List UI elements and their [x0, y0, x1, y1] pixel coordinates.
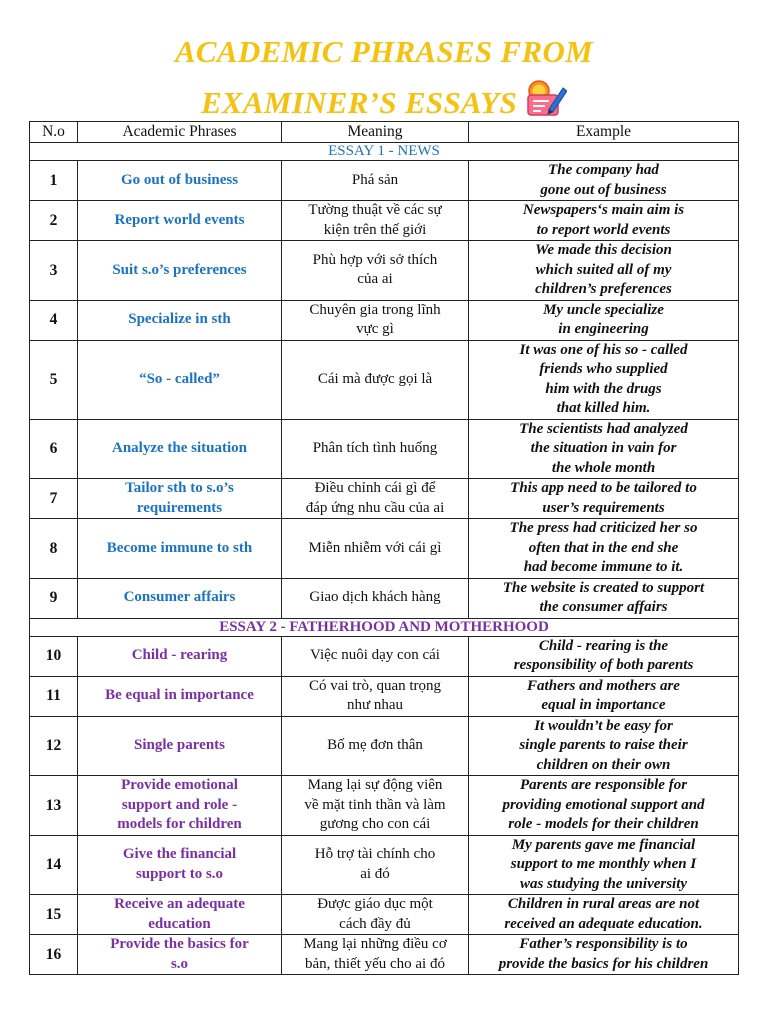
section-header-row [30, 143, 739, 161]
table-row [30, 676, 739, 716]
row-number: 9 [30, 578, 78, 618]
phrase-meaning: Mang lại sự động viên về mặt tinh thần và làm gương cho con cái [282, 776, 469, 836]
section-title: ESSAY 2 - FATHERHOOD AND MOTHERHOOD [30, 618, 739, 636]
academic-phrase: Tailor sth to s.o’s requirements [78, 479, 282, 519]
table-row [30, 935, 739, 975]
section-title: ESSAY 1 - NEWS [30, 143, 739, 161]
academic-phrase: Single parents [78, 716, 282, 776]
row-number: 10 [30, 636, 78, 676]
academic-phrase: Be equal in importance [78, 676, 282, 716]
row-number: 6 [30, 419, 78, 479]
table-row [30, 300, 739, 340]
row-number: 7 [30, 479, 78, 519]
table-row [30, 241, 739, 301]
row-number: 8 [30, 519, 78, 579]
row-number: 13 [30, 776, 78, 836]
page-title-line-1: ACADEMIC PHRASES FROM [174, 34, 594, 69]
phrase-example: It was one of his so - called friends who supplied him with the drugs that killed him. [469, 340, 739, 419]
phrase-example: Child - rearing is the responsibility of both parents [469, 636, 739, 676]
certificate-pen-icon [523, 78, 567, 126]
academic-phrase: Provide emotional support and role - models for children [78, 776, 282, 836]
table-row [30, 716, 739, 776]
phrase-meaning: Phá sản [282, 161, 469, 201]
row-number: 2 [30, 201, 78, 241]
phrase-example: This app need to be tailored to user’s requirements [469, 479, 739, 519]
header-phrase: Academic Phrases [78, 122, 282, 143]
academic-phrase: Analyze the situation [78, 419, 282, 479]
academic-phrase: Suit s.o’s preferences [78, 241, 282, 301]
phrase-meaning: Tường thuật về các sự kiện trên thế giới [282, 201, 469, 241]
phrase-meaning: Phân tích tình huống [282, 419, 469, 479]
phrase-example: The company had gone out of business [469, 161, 739, 201]
table-row [30, 340, 739, 419]
phrase-meaning: Hỗ trợ tài chính cho ai đó [282, 835, 469, 895]
phrase-example: Fathers and mothers are equal in importance [469, 676, 739, 716]
academic-phrase: Report world events [78, 201, 282, 241]
row-number: 3 [30, 241, 78, 301]
phrase-meaning: Bố mẹ đơn thân [282, 716, 469, 776]
row-number: 15 [30, 895, 78, 935]
row-number: 1 [30, 161, 78, 201]
phrase-example: Parents are responsible for providing emotional support and role - models for their children [469, 776, 739, 836]
table-row [30, 776, 739, 836]
page-title-line-2-text: EXAMINER’S ESSAYS [200, 85, 518, 121]
phrase-meaning: Chuyên gia trong lĩnh vực gì [282, 300, 469, 340]
academic-phrase: Provide the basics for s.o [78, 935, 282, 975]
row-number: 5 [30, 340, 78, 419]
academic-phrase: Receive an adequate education [78, 895, 282, 935]
phrases-table [29, 121, 739, 975]
phrase-meaning: Mang lại những điều cơ bản, thiết yếu cho ai đó [282, 935, 469, 975]
academic-phrase: Go out of business [78, 161, 282, 201]
phrase-example: Newspapers‘s main aim is to report world events [469, 201, 739, 241]
row-number: 16 [30, 935, 78, 975]
academic-phrase: Consumer affairs [78, 578, 282, 618]
phrase-meaning: Có vai trò, quan trọng như nhau [282, 676, 469, 716]
phrase-meaning: Miễn nhiễm với cái gì [282, 519, 469, 579]
phrase-meaning: Giao dịch khách hàng [282, 578, 469, 618]
academic-phrase: Child - rearing [78, 636, 282, 676]
phrase-example: My uncle specialize in engineering [469, 300, 739, 340]
section-header-row [30, 618, 739, 636]
table-row [30, 479, 739, 519]
academic-phrase: “So - called” [78, 340, 282, 419]
academic-phrase: Give the financial support to s.o [78, 835, 282, 895]
header-meaning: Meaning [282, 122, 469, 143]
phrase-example: We made this decision which suited all of my children’s preferences [469, 241, 739, 301]
header-example: Example [469, 122, 739, 143]
phrase-meaning: Được giáo dục một cách đầy đủ [282, 895, 469, 935]
phrase-example: Father’s responsibility is to provide the basics for his children [469, 935, 739, 975]
table-row [30, 161, 739, 201]
row-number: 4 [30, 300, 78, 340]
phrase-meaning: Cái mà được gọi là [282, 340, 469, 419]
table-row [30, 201, 739, 241]
table-row [30, 578, 739, 618]
phrase-example: My parents gave me financial support to me monthly when I was studying the university [469, 835, 739, 895]
table-row [30, 419, 739, 479]
phrase-example: It wouldn’t be easy for single parents to raise their children on their own [469, 716, 739, 776]
phrase-meaning: Việc nuôi dạy con cái [282, 636, 469, 676]
table-header-row [30, 122, 739, 143]
phrase-example: The website is created to support the consumer affairs [469, 578, 739, 618]
phrase-meaning: Điều chỉnh cái gì để đáp ứng nhu cầu của ai [282, 479, 469, 519]
phrase-example: The press had criticized her so often that in the end she had become immune to it. [469, 519, 739, 579]
row-number: 12 [30, 716, 78, 776]
table-row [30, 519, 739, 579]
academic-phrase: Become immune to sth [78, 519, 282, 579]
phrase-example: The scientists had analyzed the situation in vain for the whole month [469, 419, 739, 479]
table-row [30, 835, 739, 895]
phrase-meaning: Phù hợp với sở thích của ai [282, 241, 469, 301]
table-row [30, 636, 739, 676]
row-number: 11 [30, 676, 78, 716]
table-row [30, 895, 739, 935]
header-no: N.o [30, 122, 78, 143]
row-number: 14 [30, 835, 78, 895]
phrase-example: Children in rural areas are not received an adequate education. [469, 895, 739, 935]
academic-phrase: Specialize in sth [78, 300, 282, 340]
